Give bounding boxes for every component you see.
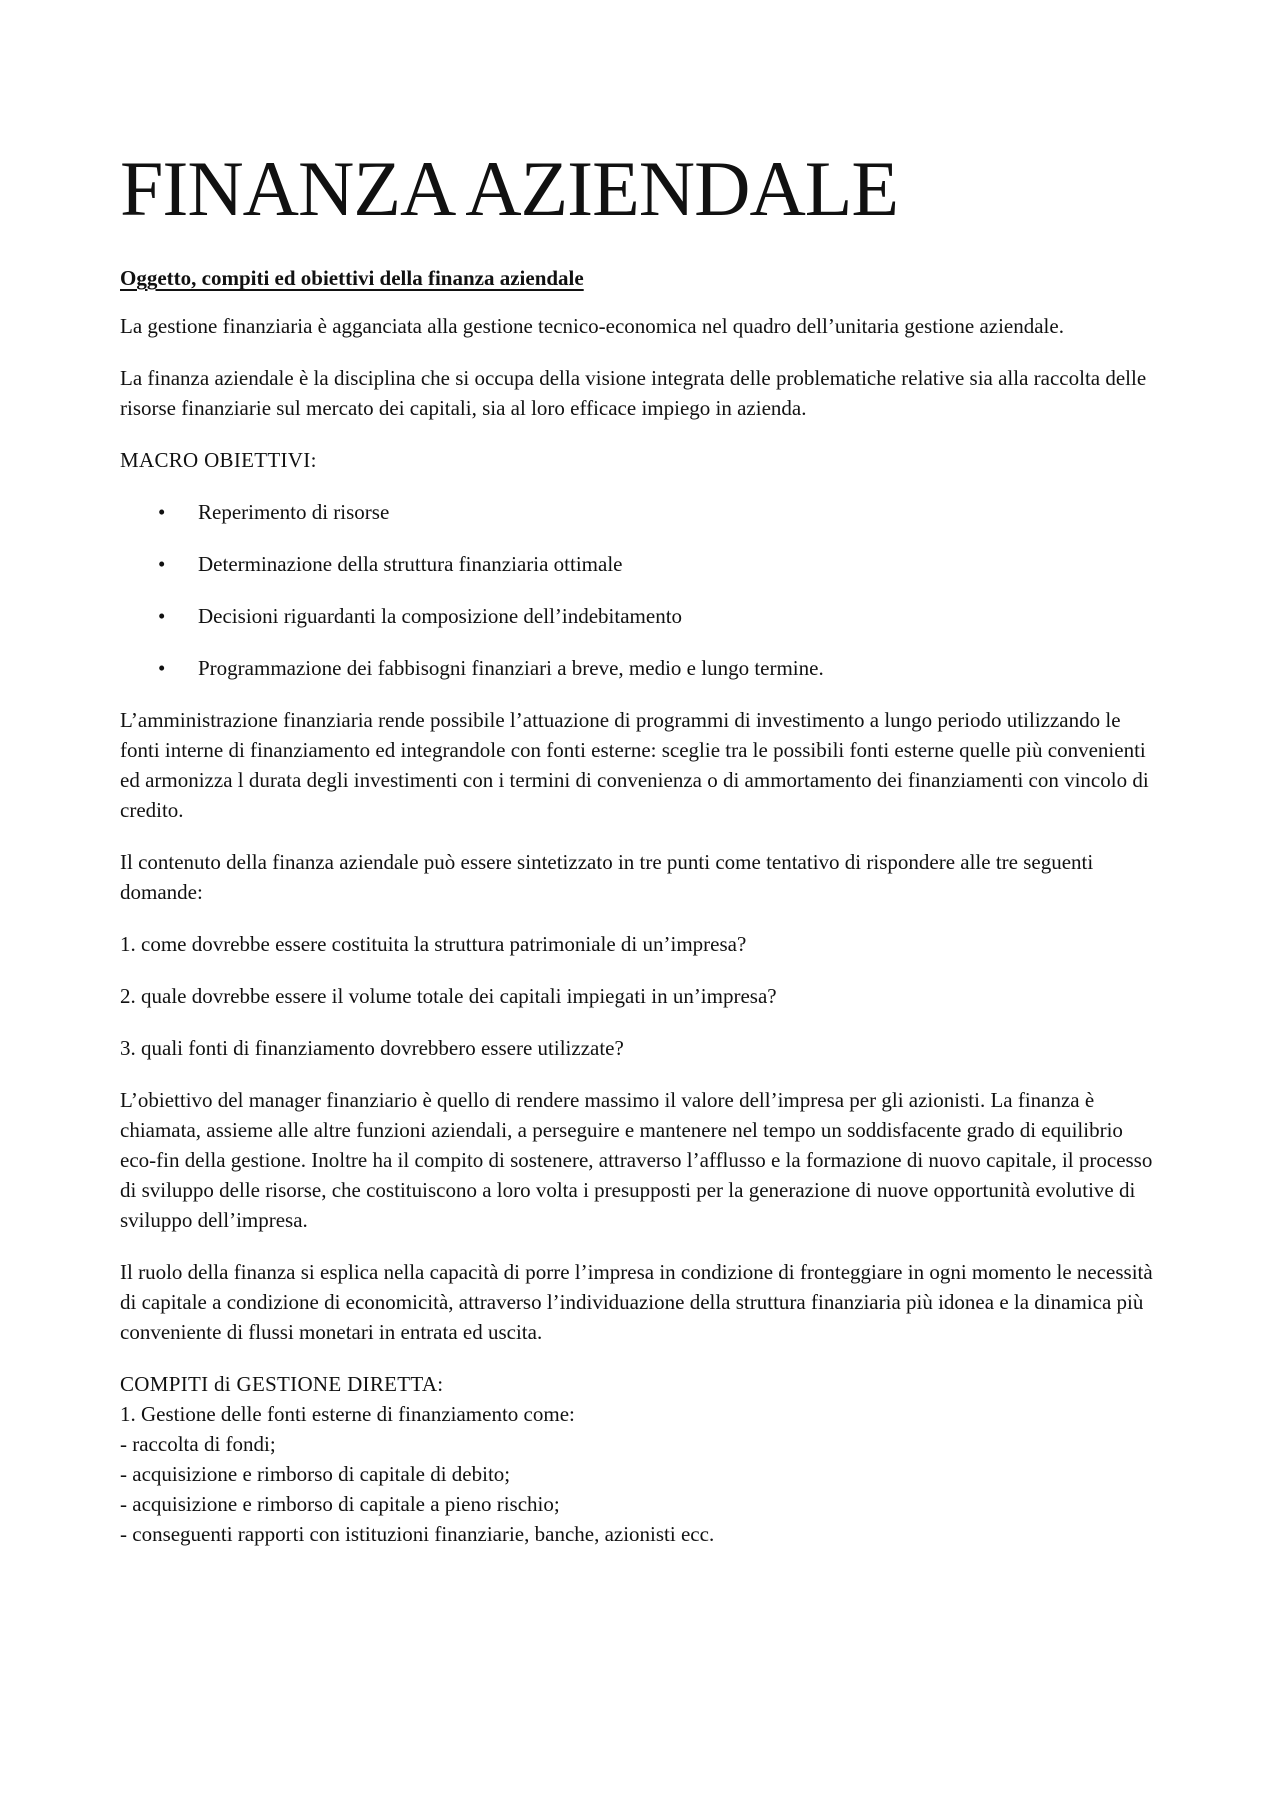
paragraph: L’obiettivo del manager finanziario è quello di rendere massimo il valore dell’impresa per gli azionisti. La finanza è chiamata, assieme alle altre funzioni aziendali, a perseguire e mantenere nel tempo un soddisfacente grado di equilibrio eco-fin della gestione. Inoltre ha il compito di sostenere, attraverso l’afflusso e la formazione di nuovo capitale, il processo di sviluppo delle risorse, che costituiscono a loro volta i presupposti per la generazione di nuove opportunità evolutive di sviluppo dell’impresa. [120,1088,1153,1232]
list-item-text: Determinazione della struttura finanziaria ottimale [198,552,623,576]
compiti-line: 1. Gestione delle fonti esterne di finanziamento come: [120,1402,575,1426]
compiti-block [120,1369,1160,1549]
list-item-text: Programmazione dei fabbisogni finanziari a breve, medio e lungo termine. [198,656,824,680]
paragraph: Il ruolo della finanza si esplica nella capacità di porre l’impresa in condizione di fronteggiare in ogni momento le necessità di capitale a condizione di economicità, attraverso l’individuazione della struttura finanziaria più idonea e la dinamica più conveniente di flussi monetari in entrata ed uscita. [120,1260,1153,1344]
list-item [158,497,1160,527]
bullet-list [120,497,1160,683]
paragraph: La gestione finanziaria è agganciata alla gestione tecnico-economica nel quadro dell’unitaria gestione aziendale. [120,314,1064,338]
section-heading: Oggetto, compiti ed obiettivi della finanza aziendale [120,266,584,290]
paragraph: L’amministrazione finanziaria rende possibile l’attuazione di programmi di investimento a lungo periodo utilizzando le fonti interne di finanziamento ed integrandole con fonti esterne: sceglie tra le possibili fonti esterne quelle più convenienti ed armonizza l durata degli investimenti con i termini di convenienza o di ammortamento dei finanziamenti con vincolo di credito. [120,708,1149,822]
list-item-text: Reperimento di risorse [198,500,390,524]
list-item [158,549,1160,579]
page-title: FINANZA AZIENDALE [120,145,899,232]
bullet-icon: • [158,656,166,680]
paragraph: Il contenuto della finanza aziendale può essere sintetizzato in tre punti come tentativo di rispondere alle tre seguenti domande: [120,850,1094,904]
bullet-icon: • [158,500,166,524]
compiti-line: - raccolta di fondi; [120,1432,276,1456]
compiti-line: - conseguenti rapporti con istituzioni finanziarie, banche, azionisti ecc. [120,1522,715,1546]
bullet-icon: • [158,604,166,628]
list-item-text: Decisioni riguardanti la composizione dell’indebitamento [198,604,683,628]
question-2: 2. quale dovrebbe essere il volume totale dei capitali impiegati in un’impresa? [120,984,777,1008]
compiti-line: - acquisizione e rimborso di capitale di debito; [120,1462,511,1486]
bullet-icon: • [158,552,166,576]
paragraph: La finanza aziendale è la disciplina che si occupa della visione integrata delle problematiche relative sia alla raccolta delle risorse finanziarie sul mercato dei capitali, sia al loro efficace impiego in azienda. [120,366,1147,420]
macro-obiettivi-label: MACRO OBIETTIVI: [120,448,317,472]
question-1: 1. come dovrebbe essere costituita la struttura patrimoniale di un’impresa? [120,932,747,956]
list-item [158,653,1160,683]
list-item [158,601,1160,631]
compiti-line: - acquisizione e rimborso di capitale a pieno rischio; [120,1492,560,1516]
compiti-label: COMPITI di GESTIONE DIRETTA: [120,1372,444,1396]
question-3: 3. quali fonti di finanziamento dovrebbero essere utilizzate? [120,1036,624,1060]
